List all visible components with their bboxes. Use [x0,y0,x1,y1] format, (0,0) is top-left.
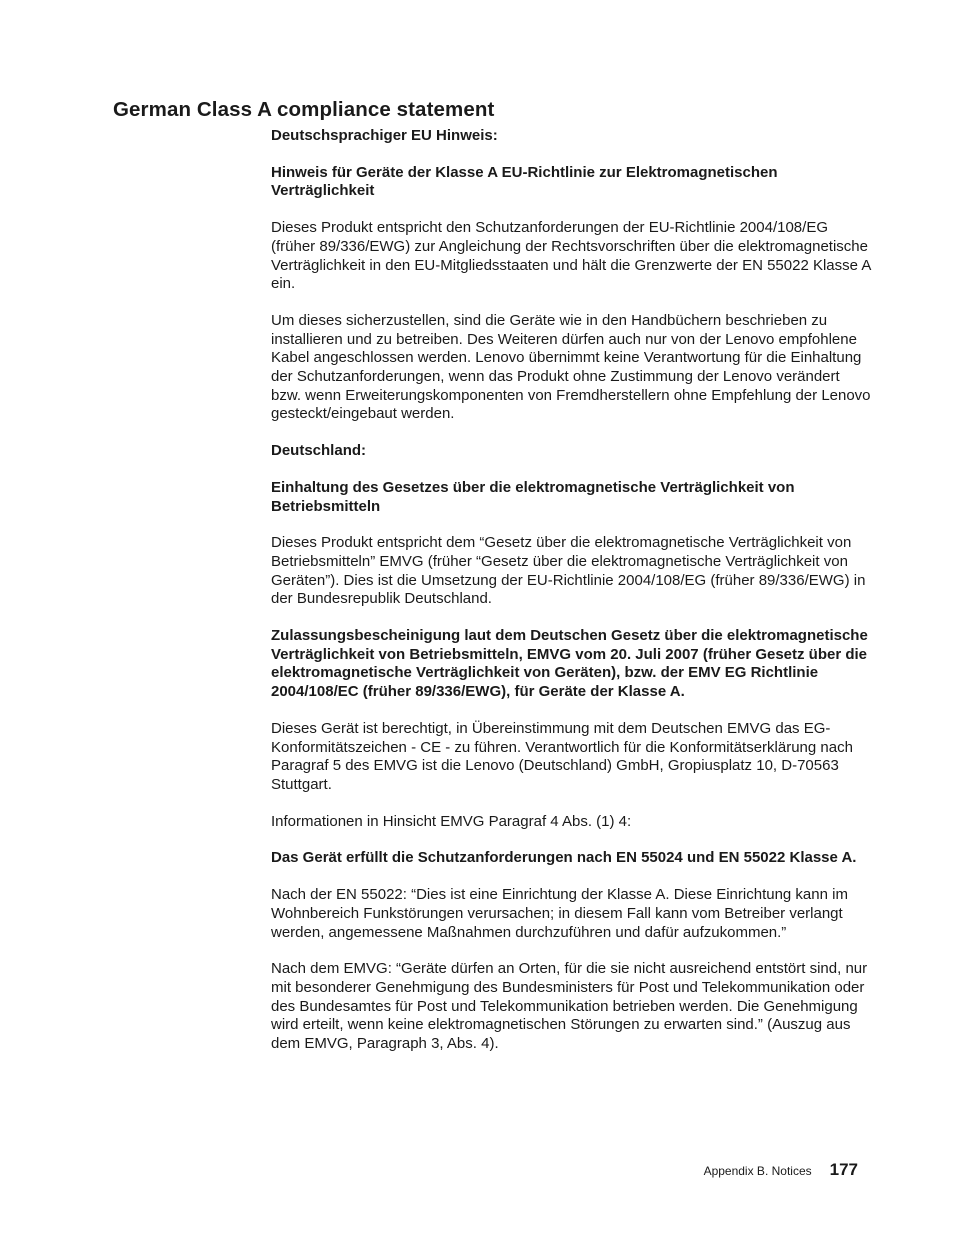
page-number: 177 [829,1160,858,1179]
section-heading: Deutschsprachiger EU Hinweis: [271,127,498,144]
body-paragraph: Nach der EN 55022: “Dies ist eine Einrichtung der Klasse A. Diese Einrichtung kann im Wohnbereich Funkstörungen verursachen; in diesem Fall kann vom Betreiber verlangt werden, angemessene Maßnahmen durchzuführen und dafür aufzukommen.” [271,886,848,941]
section-heading: Einhaltung des Gesetzes über die elektromagnetische Verträglichkeit von Betriebsmitteln [271,478,795,515]
body-paragraph: Um dieses sicherzustellen, sind die Geräte wie in den Handbüchern beschrieben zu installieren und zu betreiben. Des Weiteren dürfen auch nur von der Lenovo empfohlene Kabel angeschlossen werden. Lenovo übernimmt keine Verantwortung für die Einhaltung der Schutzanforderungen, wenn das Produkt ohne Zustimmung der Lenovo verändert bzw. wenn Erweiterungskomponenten von Fremdherstellern ohne Empfehlung der Lenovo gesteckt/eingebaut werden. [271,311,871,423]
section-heading: Hinweis für Geräte der Klasse A EU-Richtlinie zur Elektromagnetischen Verträglichkeit [271,163,778,200]
section-heading: Zulassungsbescheinigung laut dem Deutschen Gesetz über die elektromagnetische Verträglichkeit von Betriebsmitteln, EMVG vom 20. Juli 2007 (früher Gesetz über die elektromagnetische Verträglichkeit von Geräten), bzw. der EMV EG Richtlinie 2004/108/EC (früher 89/336/EWG), für Geräte der Klasse A. [271,627,868,701]
body-paragraph: Nach dem EMVG: “Geräte dürfen an Orten, für die sie nicht ausreichend entstört sind, nur mit besonderer Genehmigung des Bundesministers für Post und Telekommunikation oder des Bundesamtes für Post und Telekommunikation betrieben werden. Die Genehmigung wird erteilt, wenn keine elektromagnetischen Störungen zu erwarten sind.” (Auszug aus dem EMVG, Paragraph 3, Abs. 4). [271,960,868,1053]
body-content [271,127,871,1054]
page-title: German Class A compliance statement [113,98,495,121]
body-paragraph: Informationen in Hinsicht EMVG Paragraf 4 Abs. (1) 4: [271,812,632,830]
body-paragraph: Dieses Gerät ist berechtigt, in Übereinstimmung mit dem Deutschen EMVG das EG-Konformitätszeichen - CE - zu führen. Verantwortlich für die Konformitätserklärung nach Paragraf 5 des EMVG ist die Lenovo (Deutschland) GmbH, Gropiusplatz 10, D-70563 Stuttgart. [271,719,853,793]
section-heading: Deutschland: [271,442,367,460]
body-paragraph: Dieses Produkt entspricht dem “Gesetz über die elektromagnetische Verträglichkeit von Betriebsmitteln” EMVG (früher “Gesetz über die elektromagnetische Verträglichkeit von Geräten”). Dies ist die Umsetzung der EU-Richtlinie 2004/108/EG (früher 89/336/EWG) in der Bundesrepublik Deutschland. [271,534,866,608]
page-footer [704,1160,858,1180]
section-heading: Das Gerät erfüllt die Schutzanforderungen nach EN 55024 und EN 55022 Klasse A. [271,849,857,867]
footer-section-label: Appendix B. Notices [703,1164,812,1178]
body-paragraph: Dieses Produkt entspricht den Schutzanforderungen der EU-Richtlinie 2004/108/EG (früher 89/336/EWG) zur Angleichung der Rechtsvorschriften über die elektromagnetische Verträglichkeit in den EU-Mitgliedsstaaten und hält die Grenzwerte der EN 55022 Klasse A ein. [271,219,871,293]
